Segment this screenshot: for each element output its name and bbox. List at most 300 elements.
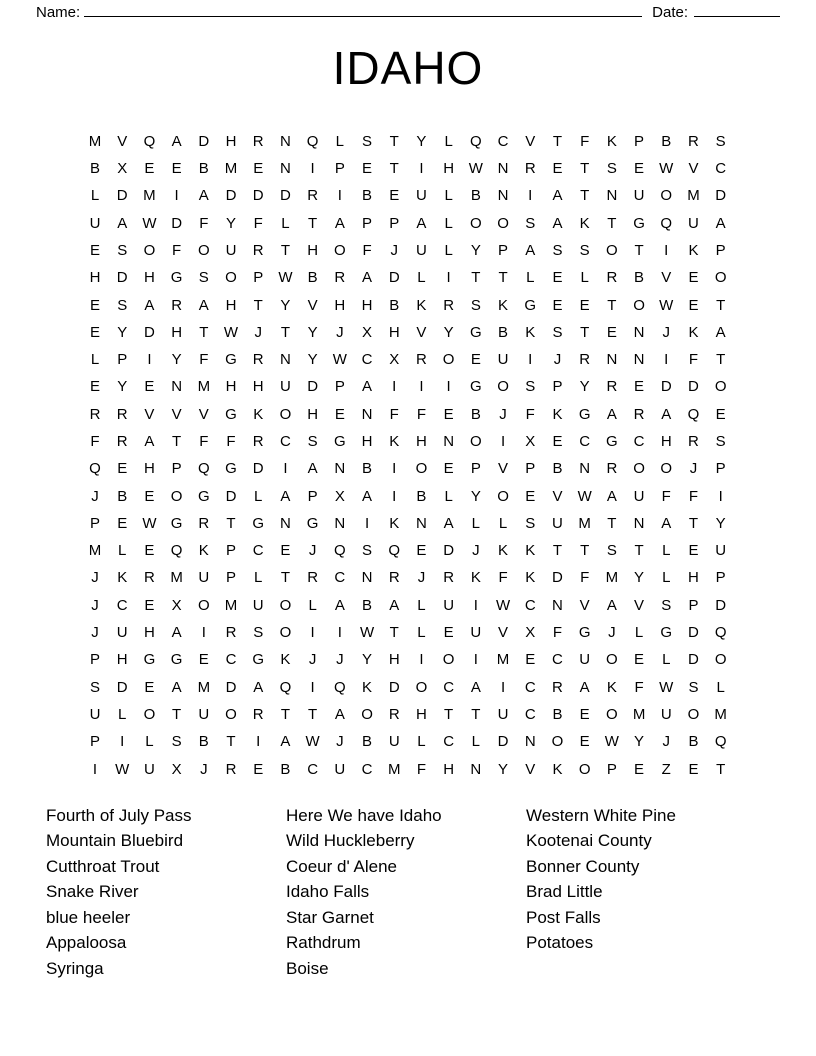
grid-cell[interactable]: V	[661, 269, 672, 287]
grid-cell[interactable]: D	[225, 187, 237, 205]
grid-cell[interactable]: A	[144, 433, 155, 450]
grid-cell[interactable]: K	[389, 514, 400, 532]
grid-cell[interactable]: U	[198, 705, 210, 723]
grid-cell[interactable]: I	[92, 760, 98, 778]
grid-cell[interactable]: J	[91, 487, 99, 505]
word-list-item[interactable]: Wild Huckleberry	[286, 831, 415, 851]
grid-cell[interactable]: T	[716, 296, 726, 314]
grid-cell[interactable]: A	[253, 678, 264, 696]
grid-cell[interactable]: O	[714, 651, 727, 669]
grid-cell[interactable]: B	[470, 405, 481, 423]
grid-cell[interactable]: D	[280, 187, 291, 205]
grid-cell[interactable]: E	[688, 296, 699, 314]
grid-cell[interactable]: P	[89, 514, 100, 532]
grid-cell[interactable]: Y	[280, 296, 291, 314]
grid-cell[interactable]: U	[225, 241, 237, 259]
grid-cell[interactable]: E	[634, 651, 645, 669]
grid-cell[interactable]: P	[498, 241, 509, 259]
grid-cell[interactable]: Y	[634, 733, 645, 751]
grid-cell[interactable]: U	[116, 624, 128, 642]
grid-cell[interactable]: I	[147, 351, 152, 369]
grid-cell[interactable]: N	[416, 514, 427, 532]
word-list-item[interactable]: Kootenai County	[526, 831, 652, 851]
grid-cell[interactable]: J	[91, 596, 99, 614]
grid-cell[interactable]: Y	[307, 323, 318, 341]
grid-cell[interactable]: E	[579, 705, 590, 723]
grid-cell[interactable]: K	[416, 296, 427, 314]
grid-cell[interactable]: A	[334, 596, 345, 614]
grid-cell[interactable]: S	[688, 678, 699, 696]
grid-cell[interactable]: H	[143, 269, 155, 287]
grid-cell[interactable]: U	[443, 596, 455, 614]
grid-cell[interactable]: B	[198, 160, 209, 178]
grid-cell[interactable]: O	[578, 760, 591, 778]
grid-cell[interactable]: R	[606, 269, 618, 287]
grid-cell[interactable]: O	[197, 241, 210, 259]
grid-cell[interactable]: S	[198, 269, 209, 287]
grid-cell[interactable]: X	[389, 351, 400, 369]
grid-cell[interactable]: W	[115, 760, 130, 778]
grid-cell[interactable]: H	[361, 433, 373, 450]
grid-cell[interactable]: N	[334, 514, 346, 532]
grid-cell[interactable]: I	[664, 241, 669, 259]
grid-cell[interactable]: P	[470, 460, 481, 478]
grid-cell[interactable]: T	[634, 542, 644, 560]
grid-cell[interactable]: E	[688, 760, 699, 778]
grid-cell[interactable]: G	[578, 624, 591, 642]
grid-cell[interactable]: O	[660, 460, 673, 478]
grid-cell[interactable]: U	[552, 514, 563, 532]
grid-cell[interactable]: R	[334, 269, 346, 287]
grid-cell[interactable]: T	[308, 214, 318, 232]
grid-cell[interactable]: P	[552, 378, 563, 396]
grid-cell[interactable]: N	[443, 433, 455, 450]
grid-cell[interactable]: F	[362, 241, 372, 259]
grid-cell[interactable]: W	[468, 160, 483, 178]
grid-cell[interactable]: Y	[416, 132, 427, 150]
grid-cell[interactable]: H	[307, 405, 319, 423]
grid-cell[interactable]: K	[389, 433, 400, 450]
grid-cell[interactable]: D	[198, 132, 210, 150]
grid-cell[interactable]: I	[528, 187, 533, 205]
grid-cell[interactable]: M	[143, 187, 156, 205]
grid-cell[interactable]: S	[117, 241, 128, 259]
grid-cell[interactable]: R	[89, 405, 101, 423]
grid-cell[interactable]: I	[392, 487, 397, 505]
grid-cell[interactable]: A	[362, 378, 373, 396]
grid-cell[interactable]: M	[714, 705, 727, 723]
grid-cell[interactable]: O	[442, 651, 455, 669]
grid-cell[interactable]: M	[224, 160, 238, 178]
grid-cell[interactable]: N	[280, 351, 291, 369]
grid-cell[interactable]: N	[606, 351, 618, 369]
grid-cell[interactable]: P	[171, 460, 182, 478]
grid-cell[interactable]: K	[552, 405, 563, 423]
grid-cell[interactable]: L	[335, 132, 344, 150]
grid-cell[interactable]: J	[91, 624, 99, 642]
word-list-item[interactable]: Brad Little	[526, 882, 603, 902]
grid-cell[interactable]: T	[607, 214, 617, 232]
grid-cell[interactable]: L	[90, 351, 100, 369]
grid-cell[interactable]: I	[718, 487, 723, 505]
grid-cell[interactable]: S	[525, 378, 536, 396]
grid-cell[interactable]: V	[688, 160, 699, 178]
grid-cell[interactable]: R	[252, 433, 264, 450]
grid-cell[interactable]: L	[254, 569, 263, 587]
grid-cell[interactable]: G	[225, 460, 237, 478]
grid-cell[interactable]: I	[310, 678, 315, 696]
grid-cell[interactable]: N	[171, 378, 183, 396]
grid-cell[interactable]: F	[634, 678, 644, 696]
grid-cell[interactable]: L	[662, 651, 671, 669]
grid-cell[interactable]: I	[310, 160, 315, 178]
grid-cell[interactable]: K	[606, 678, 617, 696]
grid-cell[interactable]: E	[443, 460, 454, 478]
grid-cell[interactable]: A	[606, 487, 617, 505]
grid-cell[interactable]: E	[552, 269, 563, 287]
grid-cell[interactable]: C	[443, 733, 455, 751]
grid-cell[interactable]: E	[552, 433, 563, 450]
grid-cell[interactable]: J	[553, 351, 562, 369]
grid-cell[interactable]: W	[495, 596, 511, 614]
grid-cell[interactable]: B	[634, 269, 645, 287]
grid-cell[interactable]: I	[392, 378, 397, 396]
grid-cell[interactable]: B	[661, 132, 672, 150]
grid-cell[interactable]: L	[281, 214, 290, 232]
grid-cell[interactable]: L	[634, 624, 644, 642]
grid-cell[interactable]: V	[117, 132, 128, 150]
grid-cell[interactable]: A	[198, 296, 209, 314]
grid-cell[interactable]: B	[362, 733, 373, 751]
grid-cell[interactable]: L	[498, 514, 508, 532]
grid-cell[interactable]: E	[117, 514, 128, 532]
grid-cell[interactable]: A	[579, 678, 590, 696]
grid-cell[interactable]: U	[334, 760, 346, 778]
grid-cell[interactable]: C	[497, 132, 509, 150]
grid-cell[interactable]: H	[225, 378, 237, 396]
grid-cell[interactable]: F	[199, 214, 209, 232]
grid-cell[interactable]: D	[225, 487, 237, 505]
grid-cell[interactable]: Y	[470, 487, 481, 505]
grid-cell[interactable]: G	[225, 351, 237, 369]
grid-cell[interactable]: T	[498, 269, 508, 287]
grid-cell[interactable]: F	[389, 405, 399, 423]
grid-cell[interactable]: Q	[279, 678, 292, 696]
grid-cell[interactable]: B	[498, 323, 509, 341]
grid-cell[interactable]: E	[144, 542, 155, 560]
grid-cell[interactable]: P	[89, 733, 100, 751]
grid-cell[interactable]: F	[90, 433, 100, 450]
grid-cell[interactable]: Y	[362, 651, 373, 669]
grid-cell[interactable]: L	[90, 187, 100, 205]
grid-cell[interactable]: U	[198, 569, 210, 587]
grid-cell[interactable]: R	[143, 569, 155, 587]
grid-cell[interactable]: O	[225, 705, 237, 723]
grid-cell[interactable]: L	[526, 269, 535, 287]
grid-cell[interactable]: T	[580, 323, 590, 341]
grid-cell[interactable]: G	[252, 514, 265, 532]
grid-cell[interactable]: T	[634, 241, 644, 259]
grid-cell[interactable]: S	[606, 160, 617, 178]
grid-cell[interactable]: P	[715, 569, 726, 587]
name-input-line[interactable]	[84, 4, 642, 17]
grid-cell[interactable]: R	[688, 132, 699, 150]
grid-cell[interactable]: W	[659, 160, 674, 178]
grid-cell[interactable]: E	[253, 760, 264, 778]
grid-cell[interactable]: R	[171, 296, 183, 314]
grid-cell[interactable]: O	[170, 487, 183, 505]
grid-cell[interactable]: A	[715, 214, 726, 232]
grid-cell[interactable]: J	[662, 323, 671, 341]
grid-cell[interactable]: E	[89, 241, 100, 259]
grid-cell[interactable]: A	[362, 269, 373, 287]
grid-cell[interactable]: I	[500, 678, 506, 696]
grid-cell[interactable]: H	[388, 651, 400, 669]
grid-cell[interactable]: H	[443, 160, 455, 178]
grid-cell[interactable]: Y	[470, 241, 481, 259]
grid-cell[interactable]: Y	[579, 378, 590, 396]
grid-cell[interactable]: Q	[170, 542, 183, 560]
grid-cell[interactable]: H	[443, 760, 455, 778]
grid-cell[interactable]: J	[336, 733, 344, 751]
grid-cell[interactable]: D	[116, 269, 128, 287]
grid-cell[interactable]: S	[470, 296, 481, 314]
grid-cell[interactable]: K	[498, 542, 509, 560]
grid-cell[interactable]: J	[390, 241, 398, 259]
grid-cell[interactable]: O	[470, 214, 482, 232]
grid-cell[interactable]: L	[308, 596, 317, 614]
grid-cell[interactable]: E	[144, 487, 155, 505]
grid-cell[interactable]: G	[197, 487, 210, 505]
grid-cell[interactable]: P	[634, 132, 645, 150]
word-list-item[interactable]: Star Garnet	[286, 907, 374, 927]
grid-cell[interactable]: K	[688, 241, 699, 259]
grid-cell[interactable]: C	[280, 433, 291, 450]
grid-cell[interactable]: T	[280, 705, 290, 723]
grid-cell[interactable]: X	[334, 487, 345, 505]
grid-cell[interactable]: U	[688, 214, 699, 232]
grid-cell[interactable]: S	[362, 132, 373, 150]
grid-cell[interactable]: K	[552, 760, 563, 778]
grid-cell[interactable]: W	[142, 214, 157, 232]
grid-cell[interactable]: I	[256, 733, 261, 751]
grid-cell[interactable]: U	[497, 705, 509, 723]
grid-cell[interactable]: E	[525, 487, 536, 505]
grid-cell[interactable]: K	[525, 542, 536, 560]
grid-cell[interactable]: M	[197, 678, 211, 696]
grid-cell[interactable]: I	[446, 378, 451, 396]
grid-cell[interactable]: T	[280, 569, 290, 587]
grid-cell[interactable]: J	[91, 569, 99, 587]
grid-cell[interactable]: A	[144, 296, 155, 314]
grid-cell[interactable]: D	[307, 378, 319, 396]
grid-cell[interactable]: H	[89, 269, 101, 287]
grid-cell[interactable]: V	[416, 323, 427, 341]
grid-cell[interactable]: Q	[660, 214, 673, 232]
grid-cell[interactable]: E	[443, 405, 454, 423]
grid-cell[interactable]: N	[497, 160, 509, 178]
grid-cell[interactable]: H	[307, 241, 319, 259]
grid-cell[interactable]: I	[419, 651, 424, 669]
grid-cell[interactable]: A	[117, 214, 128, 232]
grid-cell[interactable]: I	[500, 433, 506, 450]
grid-cell[interactable]: T	[471, 269, 481, 287]
grid-cell[interactable]: T	[580, 542, 590, 560]
grid-cell[interactable]: E	[634, 378, 645, 396]
grid-cell[interactable]: P	[334, 378, 345, 396]
grid-cell[interactable]: U	[89, 705, 101, 723]
grid-cell[interactable]: C	[116, 596, 128, 614]
word-list-item[interactable]: Potatoes	[526, 933, 594, 953]
grid-cell[interactable]: D	[497, 733, 509, 751]
grid-cell[interactable]: J	[254, 323, 262, 341]
grid-cell[interactable]: I	[310, 624, 315, 642]
grid-cell[interactable]: E	[552, 296, 563, 314]
grid-cell[interactable]: F	[253, 214, 263, 232]
grid-cell[interactable]: C	[579, 433, 591, 450]
grid-cell[interactable]: K	[470, 569, 481, 587]
grid-cell[interactable]: A	[171, 678, 182, 696]
grid-cell[interactable]: T	[471, 705, 481, 723]
grid-cell[interactable]: O	[633, 296, 645, 314]
grid-cell[interactable]: H	[416, 705, 427, 723]
word-list-item[interactable]: blue heeler	[46, 907, 131, 927]
grid-cell[interactable]: F	[199, 433, 209, 450]
grid-cell[interactable]: G	[470, 378, 482, 396]
grid-cell[interactable]: G	[578, 405, 591, 423]
grid-cell[interactable]: S	[552, 323, 563, 341]
grid-cell[interactable]: H	[660, 433, 672, 450]
grid-cell[interactable]: W	[305, 733, 320, 751]
grid-cell[interactable]: G	[252, 651, 265, 669]
grid-cell[interactable]: C	[225, 651, 237, 669]
grid-cell[interactable]: F	[172, 241, 182, 259]
grid-cell[interactable]: E	[89, 323, 100, 341]
grid-cell[interactable]: R	[252, 351, 264, 369]
grid-cell[interactable]: T	[280, 241, 290, 259]
grid-cell[interactable]: O	[606, 651, 618, 669]
grid-cell[interactable]: T	[716, 760, 726, 778]
grid-cell[interactable]: P	[525, 460, 536, 478]
grid-cell[interactable]: D	[116, 678, 128, 696]
grid-cell[interactable]: X	[117, 160, 128, 178]
grid-cell[interactable]: P	[362, 214, 373, 232]
grid-cell[interactable]: N	[633, 351, 645, 369]
grid-cell[interactable]: X	[171, 760, 182, 778]
grid-cell[interactable]: M	[88, 132, 102, 150]
grid-cell[interactable]: O	[714, 269, 727, 287]
grid-cell[interactable]: D	[252, 187, 264, 205]
grid-cell[interactable]: S	[117, 296, 128, 314]
grid-cell[interactable]: D	[388, 678, 400, 696]
grid-cell[interactable]: L	[444, 187, 453, 205]
grid-cell[interactable]: U	[416, 187, 427, 205]
grid-cell[interactable]: D	[715, 596, 727, 614]
grid-cell[interactable]: E	[552, 160, 563, 178]
grid-cell[interactable]: T	[226, 733, 236, 751]
word-list-item[interactable]: Rathdrum	[286, 933, 361, 953]
grid-cell[interactable]: O	[415, 678, 428, 696]
grid-cell[interactable]: A	[443, 514, 454, 532]
grid-cell[interactable]: I	[364, 514, 370, 532]
grid-cell[interactable]: P	[89, 651, 100, 669]
grid-cell[interactable]: J	[200, 760, 208, 778]
grid-cell[interactable]: E	[334, 405, 345, 423]
grid-cell[interactable]: T	[199, 323, 209, 341]
grid-cell[interactable]: P	[226, 569, 237, 587]
grid-cell[interactable]: M	[387, 760, 401, 778]
grid-cell[interactable]: J	[336, 323, 344, 341]
grid-cell[interactable]: D	[443, 542, 455, 560]
grid-cell[interactable]: R	[416, 351, 427, 369]
grid-cell[interactable]: M	[605, 569, 619, 587]
word-list-item[interactable]: Idaho Falls	[286, 882, 370, 902]
grid-cell[interactable]: G	[333, 433, 346, 450]
word-list-item[interactable]: Cutthroat Trout	[46, 856, 160, 876]
grid-cell[interactable]: S	[525, 214, 536, 232]
grid-cell[interactable]: R	[633, 405, 645, 423]
grid-cell[interactable]: O	[279, 405, 292, 423]
grid-cell[interactable]: V	[198, 405, 209, 423]
grid-cell[interactable]: C	[524, 705, 536, 723]
word-list-item[interactable]: Bonner County	[526, 856, 640, 876]
grid-cell[interactable]: O	[143, 705, 156, 723]
grid-cell[interactable]: F	[661, 487, 671, 505]
grid-cell[interactable]: Z	[661, 760, 671, 778]
grid-cell[interactable]: O	[333, 241, 346, 259]
grid-cell[interactable]: V	[579, 596, 590, 614]
grid-cell[interactable]: P	[226, 542, 237, 560]
grid-cell[interactable]: U	[633, 187, 645, 205]
grid-cell[interactable]: Q	[197, 460, 210, 478]
grid-cell[interactable]: A	[470, 678, 481, 696]
grid-cell[interactable]: B	[389, 296, 400, 314]
grid-cell[interactable]: P	[688, 596, 699, 614]
grid-cell[interactable]: B	[552, 460, 563, 478]
grid-cell[interactable]: O	[660, 187, 673, 205]
grid-cell[interactable]: U	[89, 214, 101, 232]
grid-cell[interactable]: M	[88, 542, 102, 560]
grid-cell[interactable]: G	[143, 651, 156, 669]
grid-cell[interactable]: E	[579, 296, 590, 314]
grid-cell[interactable]: O	[279, 596, 292, 614]
grid-cell[interactable]: E	[416, 542, 427, 560]
grid-cell[interactable]: Y	[443, 323, 454, 341]
grid-cell[interactable]: H	[361, 296, 373, 314]
grid-cell[interactable]: I	[337, 624, 342, 642]
grid-cell[interactable]: I	[283, 460, 288, 478]
grid-cell[interactable]: Q	[470, 132, 482, 150]
grid-cell[interactable]: P	[334, 160, 345, 178]
grid-cell[interactable]: B	[688, 733, 699, 751]
grid-cell[interactable]: A	[661, 405, 672, 423]
grid-cell[interactable]: K	[688, 323, 699, 341]
grid-cell[interactable]: G	[660, 624, 673, 642]
grid-cell[interactable]: L	[662, 569, 671, 587]
grid-cell[interactable]: T	[226, 514, 236, 532]
grid-cell[interactable]: E	[117, 460, 128, 478]
grid-cell[interactable]: C	[552, 651, 563, 669]
grid-cell[interactable]: Q	[388, 542, 401, 560]
grid-cell[interactable]: R	[252, 132, 264, 150]
grid-cell[interactable]: K	[525, 323, 536, 341]
grid-cell[interactable]: C	[633, 433, 645, 450]
grid-cell[interactable]: O	[143, 241, 156, 259]
grid-cell[interactable]: I	[473, 596, 478, 614]
grid-cell[interactable]: S	[606, 542, 617, 560]
grid-cell[interactable]: T	[688, 514, 699, 532]
grid-cell[interactable]: A	[552, 214, 563, 232]
